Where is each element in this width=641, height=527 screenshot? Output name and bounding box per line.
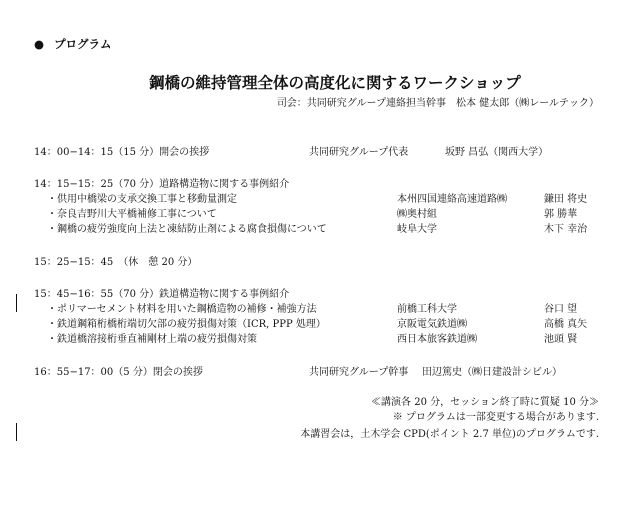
road-item-1-org: 本州四国連絡高速道路㈱ xyxy=(397,194,507,205)
section-label: プログラム xyxy=(54,37,112,51)
note-cpd: 本講習会は，土木学会 CPD(ポイント 2.7 単位)のプログラムです. xyxy=(300,429,599,440)
session-closing-time: 16：55−17：00（5 分）閉会の挨拶 xyxy=(34,367,203,378)
rail-item-2-person: 高橋 真矢 xyxy=(544,319,588,330)
session-opening-time: 14：00−14：15（15 分）開会の挨拶 xyxy=(34,147,210,158)
margin-mark-upper xyxy=(16,294,17,312)
rail-item-1-org: 前橋工科大学 xyxy=(397,304,457,315)
road-item-2-org: ㈱奥村組 xyxy=(397,209,437,220)
road-item-3-org: 岐阜大学 xyxy=(397,224,437,235)
session-rail-time: 15：45−16：55（70 分）鉄道構造物に関する事例紹介 xyxy=(34,289,290,300)
road-item-1-person: 鎌田 将史 xyxy=(544,194,588,205)
road-item-3-person: 木下 幸治 xyxy=(544,224,588,235)
road-item-3-title: ・鋼橋の疲労強度向上法と凍結防止剤による腐食損傷について xyxy=(47,224,327,235)
rail-item-3-org: 西日本旅客鉄道㈱ xyxy=(397,334,477,345)
note-program-change: ※ プログラムは一部変更する場合があります. xyxy=(392,412,599,423)
road-item-2-person: 郭 勝華 xyxy=(544,209,578,220)
margin-mark-lower xyxy=(16,423,17,441)
note-session-length: ≪講演各 20 分，セッション終了時に質疑 10 分≫ xyxy=(371,397,599,408)
section-heading xyxy=(34,36,111,52)
road-item-2-title: ・奈良吉野川大平橋補修工事について xyxy=(47,209,217,220)
session-opening-person: 坂野 昌弘（関西大学） xyxy=(445,147,549,158)
rail-item-3-person: 池頭 賢 xyxy=(544,334,578,345)
rail-item-1-title: ・ポリマーセメント材料を用いた鋼橋造物の補修・補強方法 xyxy=(47,304,317,315)
bullet-icon: ● xyxy=(34,37,45,51)
session-opening-org: 共同研究グループ代表 xyxy=(309,147,409,158)
rail-item-1-person: 谷口 望 xyxy=(544,304,578,315)
session-break-time: 15：25−15：45 （休 憩 20 分） xyxy=(34,257,198,268)
page-title: 鋼橋の維持管理全体の高度化に関するワークショップ xyxy=(149,74,521,92)
rail-item-2-title: ・鉄道鋼箱桁橋桁端切欠部の疲労損傷対策（ICR, PPP 処理） xyxy=(47,319,326,330)
moderator-line: 司会：共同研究グループ連絡担当幹事 松本 健太郎（㈱レールテック） xyxy=(276,98,599,109)
road-item-1-title: ・供用中橋梁の支承交換工事と移動量測定 xyxy=(47,194,237,205)
rail-item-2-org: 京阪電気鉄道㈱ xyxy=(397,319,467,330)
rail-item-3-title: ・鉄道橋溶接桁垂直補剛材上端の疲労損傷対策 xyxy=(47,334,257,345)
session-closing-org: 共同研究グループ幹事 xyxy=(309,367,409,378)
session-road-time: 14：15−15：25（70 分）道路構造物に関する事例紹介 xyxy=(34,179,290,190)
session-closing-person: 田辺篤史（㈱日建設計シビル） xyxy=(422,367,562,378)
